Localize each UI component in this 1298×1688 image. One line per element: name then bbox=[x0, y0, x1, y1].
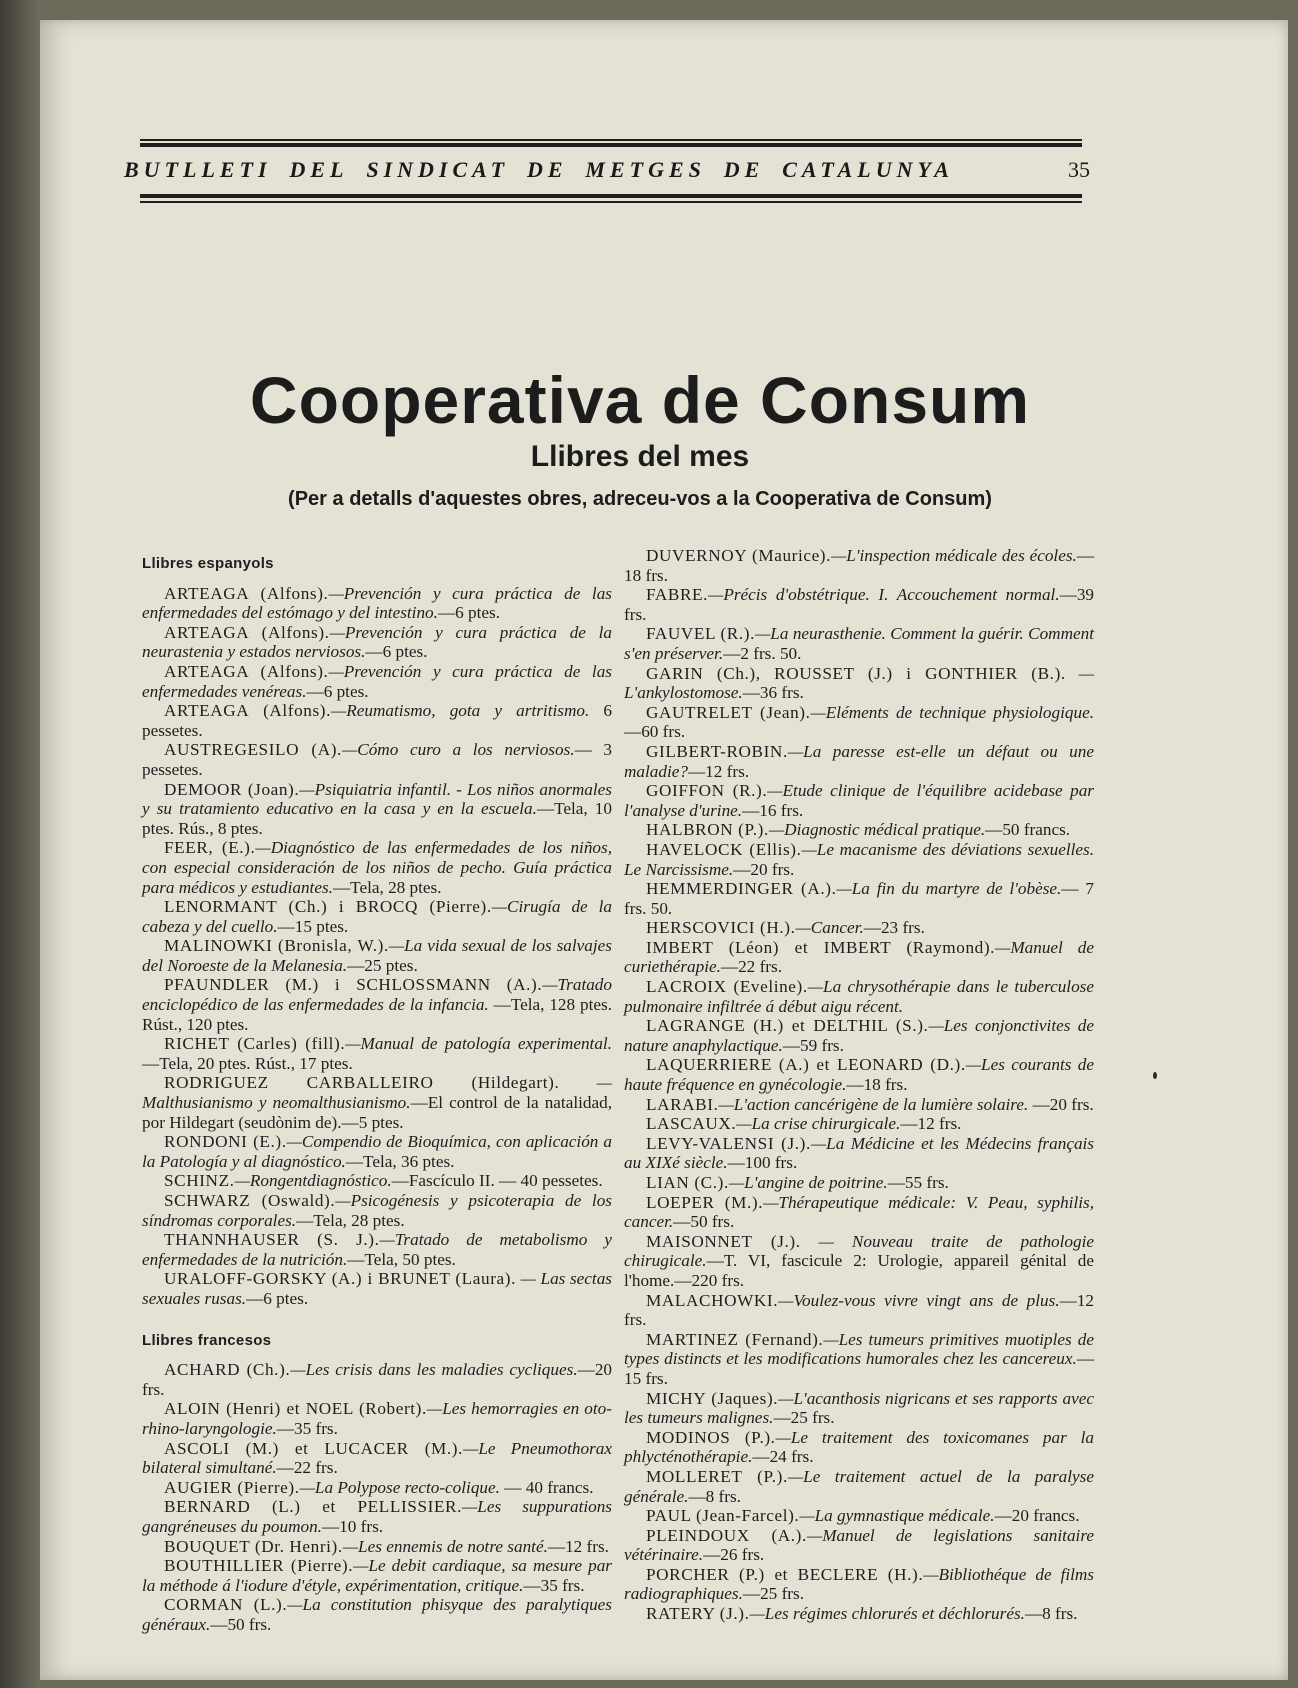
book-title: —Précis d'obstétrique. I. Accouchement normal. bbox=[708, 585, 1060, 605]
book-price: —6 ptes. bbox=[306, 681, 369, 701]
book-price: —12 frs. bbox=[547, 1536, 609, 1556]
book-author: PAUL (Jean-Farcel). bbox=[646, 1506, 800, 1526]
book-title: —La vida sexual de los salvajes del Noroeste de la Melanesia. bbox=[142, 936, 612, 975]
book-price: —Tela, 50 ptes. bbox=[347, 1249, 456, 1269]
book-title: —Cirugía de la cabeza y del cuello. bbox=[142, 897, 612, 936]
header-rule-top-thick bbox=[140, 143, 1082, 147]
book-title: —Les régimes chlorurés et déchlorurés. bbox=[749, 1604, 1025, 1624]
book-title: —Eléments de technique physiologique. bbox=[810, 702, 1094, 722]
journal-title-word: DE bbox=[526, 157, 568, 182]
book-entry bbox=[624, 781, 1094, 820]
book-entry bbox=[624, 1604, 1094, 1624]
book-author: LASCAUX. bbox=[646, 1114, 737, 1134]
book-price: —El control de la natalidad, por Hildegart (seudònim de).—5 ptes. bbox=[142, 1093, 612, 1132]
book-entry bbox=[624, 624, 1094, 663]
book-entry bbox=[624, 1016, 1094, 1055]
book-title: —La neurasthenie. Comment la guérir. Comment s'en préserver. bbox=[624, 624, 1094, 663]
book-entry bbox=[624, 938, 1094, 977]
book-entry bbox=[142, 1073, 612, 1132]
book-author: GARIN (Ch.), ROUSSET (J.) i GONTHIER (B.). bbox=[646, 663, 1066, 683]
book-price: —55 frs. bbox=[887, 1173, 949, 1192]
book-author: HALBRON (P.). bbox=[646, 820, 769, 840]
book-entry bbox=[624, 546, 1094, 585]
book-price: —60 frs. bbox=[624, 722, 686, 742]
book-author: FEER, (E.). bbox=[164, 838, 256, 858]
book-title: —Cómo curo a los nerviosos. bbox=[341, 740, 575, 760]
book-author: BERNARD (L.) et PELLISSIER. bbox=[164, 1497, 463, 1517]
book-entry bbox=[142, 838, 612, 897]
book-title: —Etude clinique de l'équilibre acidebase par l'analyse d'urine. bbox=[624, 781, 1094, 820]
book-author: PFAUNDLER (M.) i SCHLOSSMANN (A.). bbox=[164, 975, 543, 995]
book-price: —100 frs. bbox=[727, 1153, 798, 1173]
book-entry bbox=[624, 1506, 1094, 1526]
book-entry bbox=[624, 1095, 1094, 1115]
book-author: CORMAN (L.). bbox=[164, 1595, 288, 1615]
book-title: —Le traitement des toxicomanes par la phlycténothérapie. bbox=[624, 1427, 1094, 1467]
book-entry bbox=[624, 585, 1094, 624]
book-title: —Malthusianismo y neomalthusianismo. bbox=[142, 1073, 612, 1113]
section-heading-spanish: Llibres espanyols bbox=[142, 555, 274, 572]
book-entry bbox=[142, 1171, 612, 1191]
book-entry bbox=[624, 1232, 1094, 1291]
scan-binding-edge bbox=[0, 0, 40, 1688]
book-entry bbox=[624, 1291, 1094, 1330]
french-book-list-right bbox=[624, 546, 1094, 1624]
book-title: —Les ennemis de notre santé. bbox=[342, 1536, 548, 1556]
book-author: ARTEAGA (Alfons). bbox=[164, 583, 329, 603]
book-entry bbox=[142, 1399, 612, 1438]
section-heading-french: Llibres francesos bbox=[142, 1331, 272, 1349]
book-price: —16 frs. bbox=[742, 800, 804, 820]
book-title: —Le macanisme des déviations sexuelles. Le Narcissisme. bbox=[624, 839, 1094, 879]
book-title: —L'acanthosis nigricans et ses rapports avec les tumeurs malignes. bbox=[624, 1388, 1094, 1428]
book-price: —12 frs. bbox=[900, 1114, 962, 1134]
book-price: —20 frs. bbox=[142, 1360, 612, 1399]
book-entry bbox=[624, 1526, 1094, 1565]
book-price: —Tela, 28 ptes. bbox=[296, 1210, 405, 1230]
book-author: ARTEAGA (Alfons). bbox=[164, 661, 329, 681]
book-price: —50 francs. bbox=[985, 820, 1071, 840]
book-entry bbox=[142, 780, 612, 839]
book-entry bbox=[142, 897, 612, 936]
journal-title-word: CATALUNYA bbox=[782, 157, 954, 182]
book-price: —8 frs. bbox=[1024, 1604, 1078, 1624]
book-title: —Manual de patología experimental. bbox=[345, 1034, 612, 1054]
book-price: —15 ptes. bbox=[277, 916, 349, 936]
spanish-book-list bbox=[142, 584, 612, 1309]
book-title: —Prevención y cura práctica de las enfermedades venéreas. bbox=[142, 661, 612, 701]
book-title: —Les courants de haute fréquence en gynécologie. bbox=[624, 1055, 1094, 1095]
book-entry bbox=[624, 1055, 1094, 1094]
book-price: —20 frs. bbox=[733, 859, 795, 879]
book-title: —Les tumeurs primitives muotiples de types distincts et les modifications humorales chez les cancereux. bbox=[624, 1329, 1094, 1369]
book-entry bbox=[624, 703, 1094, 742]
book-author: THANNHAUSER (S. J.). bbox=[164, 1230, 380, 1250]
book-title: —La fin du martyre de l'obèse. bbox=[836, 879, 1062, 899]
book-entry bbox=[142, 662, 612, 701]
book-author: URALOFF-GORSKY (A.) i BRUNET (Laura). bbox=[164, 1269, 516, 1289]
journal-title-word: DE bbox=[723, 157, 765, 182]
book-title: —Rongentdiagnóstico. bbox=[234, 1171, 392, 1191]
book-title: —Bibliothéque de films radiographiques. bbox=[624, 1564, 1094, 1604]
book-title: —Reumatismo, gota y artritismo. bbox=[331, 701, 590, 721]
book-entry bbox=[624, 918, 1094, 938]
book-entry bbox=[142, 740, 612, 779]
book-title: —Le Pneumothorax bilateral simultané. bbox=[142, 1438, 612, 1478]
book-entry bbox=[624, 1389, 1094, 1428]
book-author: MODINOS (P.). bbox=[646, 1427, 776, 1447]
book-author: ARTEAGA (Alfons). bbox=[164, 622, 330, 642]
book-entry bbox=[142, 1537, 612, 1557]
book-author: MICHY (Jaques). bbox=[646, 1388, 779, 1408]
book-author: LAQUERRIERE (A.) et LEONARD (D.). bbox=[646, 1055, 966, 1075]
book-entry bbox=[142, 1439, 612, 1478]
book-title: —Thérapeutique médicale: V. Peau, syphilis, cancer. bbox=[624, 1192, 1094, 1232]
book-title: —L'inspection médicale des écoles. bbox=[831, 546, 1077, 565]
book-entry bbox=[142, 975, 612, 1034]
book-title: —Manuel de legislations sanitaire vétérinaire. bbox=[624, 1525, 1095, 1565]
journal-title-word: BUTLLETI bbox=[124, 157, 272, 182]
book-price: —23 frs. bbox=[863, 918, 925, 938]
book-entry bbox=[624, 977, 1094, 1016]
book-author: LOEPER (M.). bbox=[646, 1192, 764, 1212]
book-price: —35 frs. bbox=[276, 1418, 338, 1438]
book-entry bbox=[142, 1132, 612, 1171]
book-entry bbox=[142, 1478, 612, 1498]
book-author: DEMOOR (Joan). bbox=[164, 779, 300, 799]
book-author: DUVERNOY (Maurice). bbox=[646, 546, 832, 565]
book-title: —La paresse est-elle un défaut ou une maladie? bbox=[624, 741, 1094, 781]
book-entry bbox=[142, 584, 612, 623]
book-author: HAVELOCK (Ellis). bbox=[646, 839, 802, 859]
book-price: —22 frs. bbox=[720, 957, 782, 977]
ink-speck bbox=[1153, 1072, 1157, 1079]
journal-title-word: DEL bbox=[289, 157, 349, 182]
book-author: FAUVEL (R.). bbox=[646, 624, 755, 644]
book-entry bbox=[142, 1034, 612, 1073]
book-entry bbox=[624, 1428, 1094, 1467]
book-author: MALINOWKI (Bronisla, W.). bbox=[164, 936, 389, 956]
book-title: —Diagnóstico de las enfermedades de los niños, con especial consideración de los niños de pecho. Guía práctica para médicos y estudiantes. bbox=[142, 838, 612, 897]
book-author: GILBERT-ROBIN. bbox=[646, 741, 788, 761]
book-entry bbox=[142, 1556, 612, 1595]
book-price: —59 frs. bbox=[782, 1035, 844, 1055]
book-entry bbox=[624, 840, 1094, 879]
book-title: —Prevención y cura práctica de las enfermedades del estómago y del intestino. bbox=[142, 583, 612, 623]
book-author: MALACHOWKI. bbox=[646, 1290, 779, 1310]
book-author: RONDONI (E.). bbox=[164, 1132, 287, 1152]
book-author: BOUQUET (Dr. Henri). bbox=[164, 1536, 343, 1556]
book-entry bbox=[624, 742, 1094, 781]
book-price: — 40 francs. bbox=[499, 1477, 594, 1497]
page-number: 35 bbox=[1068, 157, 1090, 182]
book-price: —6 ptes. bbox=[246, 1288, 309, 1308]
book-title: —La constitution phisyque des paralytiques généraux. bbox=[142, 1595, 612, 1634]
book-title: —Compendio de Bioquímica, con aplicación a la Patología y al diagnóstico. bbox=[142, 1132, 612, 1171]
book-title: —Prevención y cura práctica de la neurastenia y estados nerviosos. bbox=[142, 622, 612, 662]
book-author: ALOIN (Henri) et NOEL (Robert). bbox=[164, 1399, 427, 1419]
book-author: HEMMERDINGER (A.). bbox=[646, 879, 837, 899]
book-author: ARTEAGA (Alfons). bbox=[164, 701, 332, 721]
book-author: RATERY (J.). bbox=[646, 1604, 750, 1624]
book-price: —20 francs. bbox=[994, 1506, 1080, 1526]
book-title: —Le traitement actuel de la paralyse générale. bbox=[624, 1466, 1094, 1506]
book-price: —6 ptes. bbox=[437, 603, 501, 623]
book-title: —Les hemorragies en oto-rhino-laryngologie. bbox=[142, 1399, 612, 1438]
book-price: —39 frs. bbox=[624, 585, 1094, 624]
book-price: —Fascículo II. — 40 pessetes. bbox=[391, 1171, 603, 1191]
book-author: MAISONNET (J.). bbox=[646, 1231, 801, 1251]
book-title: —Psiquiatria infantil. - Los niños anormales y su tratamiento educativo en la casa y en la escuela. bbox=[142, 779, 612, 819]
book-author: HERSCOVICI (H.). bbox=[646, 918, 796, 938]
book-price: —T. VI, fascicule 2: Urologie, appareil génital de l'home.—220 frs. bbox=[624, 1251, 1094, 1290]
journal-title-word: METGES bbox=[585, 157, 706, 182]
book-title: —La chrysothérapie dans le tuberculose pulmonaire infiltrée á début aigu récent. bbox=[624, 977, 1094, 1016]
book-author: RICHET (Carles) (fill). bbox=[164, 1034, 346, 1054]
book-entry bbox=[624, 1134, 1094, 1173]
book-title: —Manuel de curiethérapie. bbox=[624, 937, 1094, 977]
book-price: —20 frs. bbox=[1028, 1094, 1094, 1114]
book-author: BOUTHILLIER (Pierre). bbox=[164, 1556, 354, 1576]
book-title: —La crise chirurgicale. bbox=[736, 1114, 901, 1134]
book-title: —Diagnostic médical pratique. bbox=[768, 820, 986, 840]
right-column bbox=[624, 546, 1094, 1624]
book-author: LARABI. bbox=[646, 1094, 719, 1114]
book-author: ASCOLI (M.) et LUCACER (M.). bbox=[164, 1438, 464, 1458]
book-author: PORCHER (P.) et BECLERE (H.). bbox=[646, 1564, 924, 1584]
book-entry bbox=[142, 1360, 612, 1399]
book-price: —6 ptes. bbox=[365, 642, 428, 662]
book-title: —Les crisis dans les maladies cycliques. bbox=[290, 1360, 578, 1380]
book-title: —Voulez-vous vivre vingt ans de plus. bbox=[778, 1290, 1060, 1310]
journal-title bbox=[124, 157, 954, 183]
book-title: —Tratado de metabolismo y enfermedades de la nutrición. bbox=[142, 1230, 612, 1269]
book-author: AUSTREGESILO (A). bbox=[164, 740, 342, 760]
book-author: LENORMANT (Ch.) i BROCQ (Pierre). bbox=[164, 897, 492, 917]
book-entry bbox=[624, 879, 1094, 918]
book-title: —Cancer. bbox=[795, 918, 864, 938]
book-author: GOIFFON (R.). bbox=[646, 781, 768, 801]
book-author: LIAN (C.). bbox=[646, 1173, 729, 1192]
book-price: —35 frs. bbox=[523, 1575, 585, 1595]
book-entry bbox=[142, 1191, 612, 1230]
book-price: —10 frs. bbox=[321, 1516, 384, 1536]
book-entry bbox=[624, 1565, 1094, 1604]
book-price: —12 frs. bbox=[624, 1290, 1094, 1330]
book-price: —12 frs. bbox=[687, 761, 750, 781]
book-price: —50 frs. bbox=[673, 1212, 735, 1232]
running-header bbox=[124, 154, 1090, 186]
header-rule-top-thin bbox=[140, 139, 1082, 141]
header-rule-bottom-thin bbox=[140, 201, 1082, 203]
book-price: —Tela, 20 ptes. Rúst., 17 ptes. bbox=[142, 1053, 353, 1073]
book-title: —Tratado enciclopédico de las enfermedades de la infancia. bbox=[142, 975, 612, 1015]
book-price: —22 frs. bbox=[276, 1458, 338, 1478]
book-price: —2 frs. 50. bbox=[723, 643, 802, 663]
book-author: ACHARD (Ch.). bbox=[164, 1360, 291, 1380]
book-author: RODRIGUEZ CARBALLEIRO (Hildegart). bbox=[164, 1073, 560, 1093]
book-author: IMBERT (Léon) et IMBERT (Raymond). bbox=[646, 937, 996, 957]
book-entry bbox=[142, 936, 612, 975]
book-price: 6 pessetes. bbox=[142, 701, 612, 740]
intro-note: (Per a detalls d'aquestes obres, adreceu-vos a la Cooperativa de Consum) bbox=[288, 488, 992, 510]
book-price: —Tela, 10 ptes. Rús., 8 ptes. bbox=[142, 799, 612, 838]
book-author: MARTINEZ (Fernand). bbox=[646, 1329, 824, 1349]
book-price: — 18 frs. bbox=[624, 546, 1094, 585]
book-price: — 7 frs. 50. bbox=[624, 879, 1094, 918]
book-title: —Les conjonctivites de nature anaphylactique. bbox=[624, 1016, 1094, 1055]
book-entry bbox=[142, 701, 612, 740]
book-author: SCHINZ. bbox=[164, 1171, 235, 1191]
book-price: —25 frs. bbox=[773, 1408, 835, 1428]
book-price: —Tela, 28 ptes. bbox=[332, 877, 442, 897]
book-title: —L'action cancérigène de la lumière solaire. bbox=[718, 1094, 1029, 1114]
book-price: — 3 pessetes. bbox=[142, 740, 613, 779]
book-price: —8 frs. bbox=[688, 1486, 741, 1506]
book-author: LEVY-VALENSI (J.). bbox=[646, 1133, 811, 1153]
book-entry bbox=[142, 1595, 612, 1634]
header-rule-bottom-thick bbox=[140, 194, 1082, 198]
book-price: —36 frs. bbox=[742, 683, 804, 703]
book-entry bbox=[142, 1497, 612, 1536]
book-title: —Le debit cardiaque, sa mesure par la méthode á l'iodure d'étyle, expérimentation, critique. bbox=[142, 1556, 612, 1595]
journal-title-word: SINDICAT bbox=[366, 157, 510, 182]
book-title: — Nouveau traite de pathologie chirugicale. bbox=[624, 1231, 1094, 1271]
book-title: —La Médicine et les Médecins français au XIXé siècle. bbox=[624, 1133, 1094, 1173]
book-entry bbox=[624, 1193, 1094, 1232]
book-entry bbox=[624, 1173, 1094, 1193]
book-author: SCHWARZ (Oswald). bbox=[164, 1191, 336, 1210]
book-author: AUGIER (Pierre). bbox=[164, 1477, 300, 1497]
book-title: —La Polypose recto-colique. bbox=[299, 1477, 500, 1497]
book-price: —18 frs. bbox=[846, 1075, 908, 1095]
book-price: —25 ptes. bbox=[347, 955, 418, 975]
book-title: —L'ankylostomose. bbox=[624, 663, 1094, 703]
french-book-list-left bbox=[142, 1360, 612, 1634]
book-entry bbox=[624, 820, 1094, 840]
book-author: LACROIX (Eveline). bbox=[646, 977, 808, 997]
book-author: MOLLERET (P.). bbox=[646, 1466, 788, 1486]
book-entry bbox=[142, 1230, 612, 1269]
book-title: —La gymnastique médicale. bbox=[799, 1506, 995, 1526]
book-entry bbox=[624, 1330, 1094, 1389]
book-entry bbox=[624, 1467, 1094, 1506]
book-author: GAUTRELET (Jean). bbox=[646, 702, 811, 722]
book-price: —26 frs. bbox=[703, 1545, 765, 1565]
book-price: —Tela, 36 ptes. bbox=[345, 1151, 455, 1171]
book-entry bbox=[142, 623, 612, 662]
page-subtitle: Llibres del mes bbox=[530, 440, 750, 473]
book-author: PLEINDOUX (A.). bbox=[646, 1525, 807, 1545]
book-entry bbox=[142, 1269, 612, 1308]
book-title: —Les suppurations gangréneuses du poumon. bbox=[142, 1497, 612, 1536]
book-price: —50 frs. bbox=[210, 1614, 272, 1634]
book-author: FABRE. bbox=[646, 585, 709, 605]
book-title: —L'angine de poitrine. bbox=[728, 1173, 888, 1192]
book-price: —15 frs. bbox=[624, 1349, 1094, 1388]
left-column bbox=[142, 548, 612, 1634]
book-title: — Las sectas sexuales rusas. bbox=[142, 1269, 612, 1308]
book-author: LAGRANGE (H.) et DELTHIL (S.). bbox=[646, 1016, 929, 1036]
book-entry bbox=[624, 664, 1094, 703]
book-entry bbox=[624, 1114, 1094, 1134]
book-price: —Tela, 128 ptes. Rúst., 120 ptes. bbox=[142, 995, 612, 1034]
book-price: —25 frs. bbox=[742, 1584, 804, 1604]
book-title: —Psicogénesis y psicoterapia de los síndromas corporales. bbox=[142, 1191, 612, 1230]
page-title: Cooperativa de Consum bbox=[249, 363, 1031, 437]
book-price: —24 frs. bbox=[752, 1447, 814, 1467]
